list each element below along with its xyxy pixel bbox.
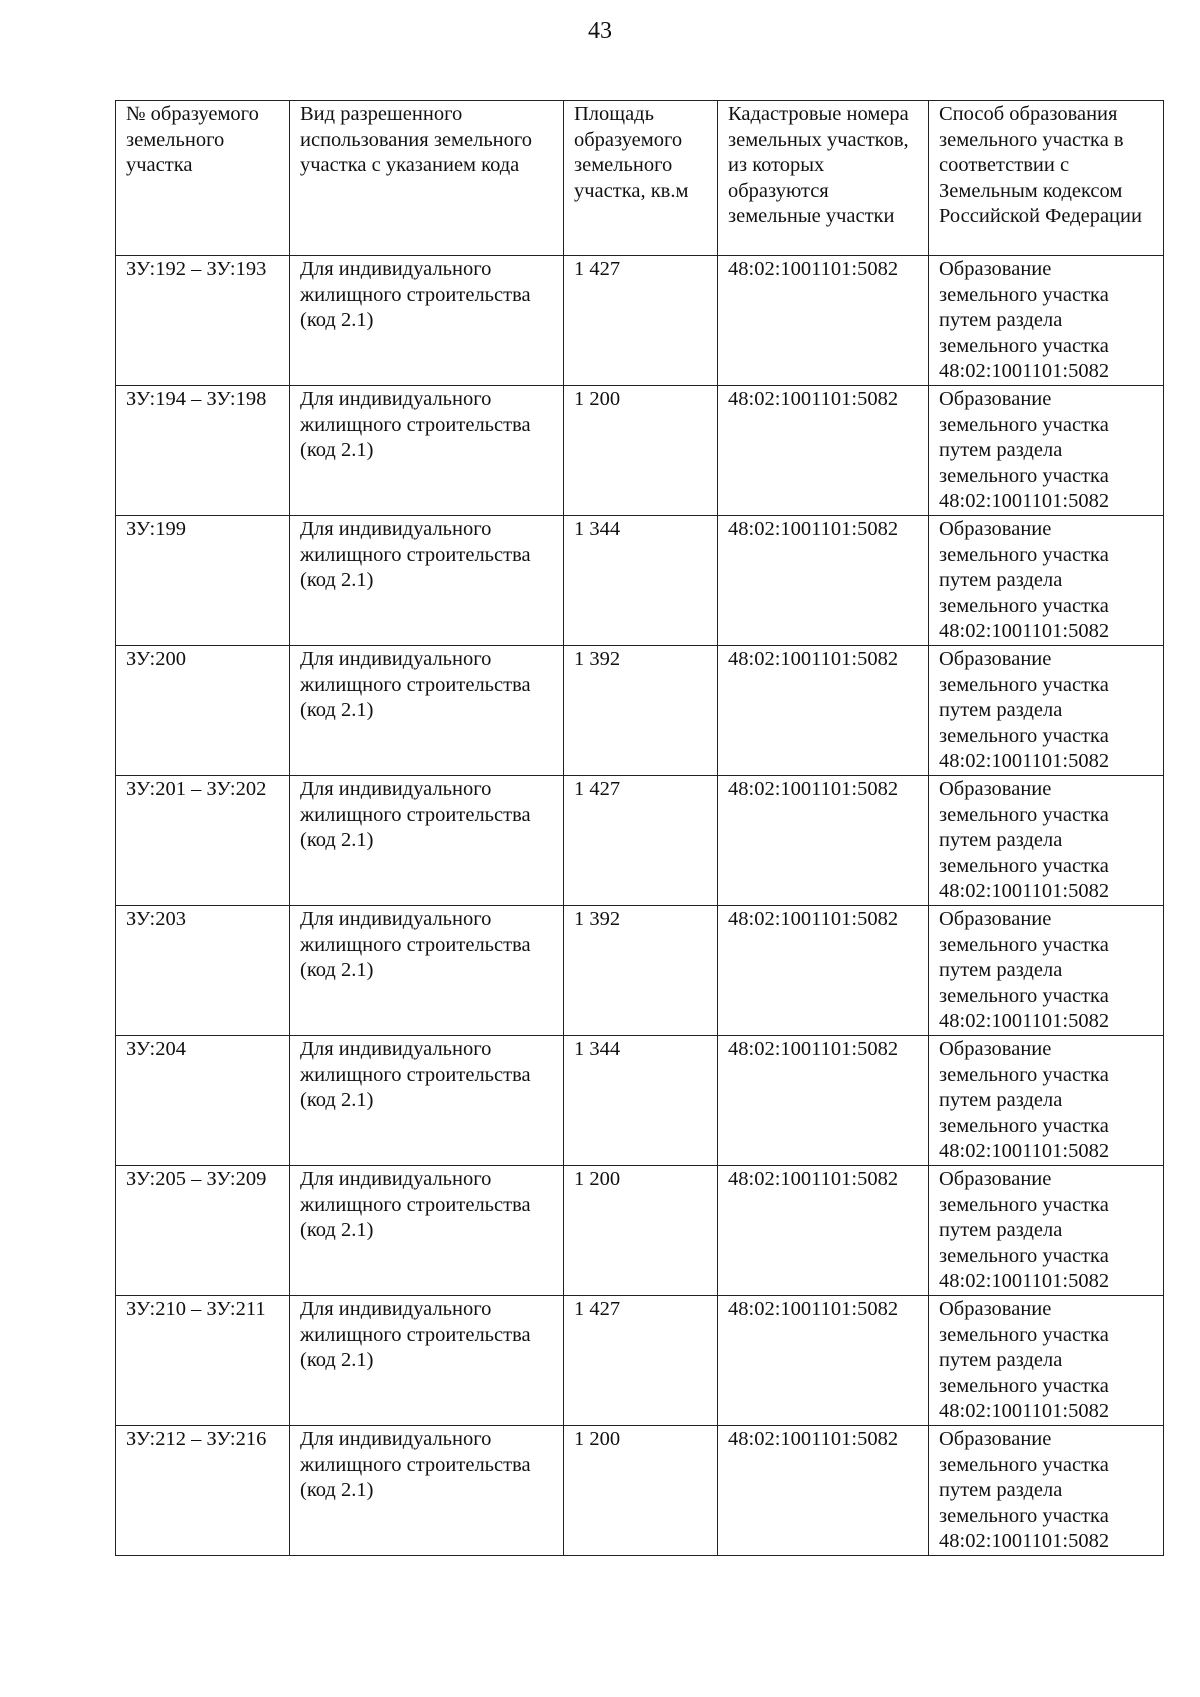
cell-cadastral-number: 48:02:1001101:5082 — [718, 1166, 929, 1296]
cell-area: 1 344 — [564, 1036, 718, 1166]
cell-formation-method: Образование земельного участка путем раздела земельного участка 48:02:1001101:5082 — [929, 1036, 1164, 1166]
cell-plot-number: ЗУ:192 – ЗУ:193 — [116, 256, 290, 386]
header-formation-method: Способ образования земельного участка в соответствии с Земельным кодексом Российской Федерации — [929, 101, 1164, 256]
cell-plot-number: ЗУ:203 — [116, 906, 290, 1036]
table-row — [116, 256, 1164, 386]
cell-permitted-use: Для индивидуального жилищного строительства (код 2.1) — [290, 776, 564, 906]
table-row — [116, 646, 1164, 776]
cell-cadastral-number: 48:02:1001101:5082 — [718, 776, 929, 906]
cell-area: 1 392 — [564, 906, 718, 1036]
page-number: 43 — [588, 18, 612, 44]
cell-plot-number: ЗУ:210 – ЗУ:211 — [116, 1296, 290, 1426]
cell-formation-method: Образование земельного участка путем раздела земельного участка 48:02:1001101:5082 — [929, 1296, 1164, 1426]
cell-area: 1 200 — [564, 1426, 718, 1556]
cell-plot-number: ЗУ:204 — [116, 1036, 290, 1166]
cell-permitted-use: Для индивидуального жилищного строительства (код 2.1) — [290, 256, 564, 386]
cell-cadastral-number: 48:02:1001101:5082 — [718, 516, 929, 646]
cell-permitted-use: Для индивидуального жилищного строительства (код 2.1) — [290, 1426, 564, 1556]
cell-plot-number: ЗУ:194 – ЗУ:198 — [116, 386, 290, 516]
cell-formation-method: Образование земельного участка путем раздела земельного участка 48:02:1001101:5082 — [929, 1426, 1164, 1556]
cell-cadastral-number: 48:02:1001101:5082 — [718, 1426, 929, 1556]
cell-cadastral-number: 48:02:1001101:5082 — [718, 1036, 929, 1166]
table-row — [116, 1166, 1164, 1296]
cell-plot-number: ЗУ:212 – ЗУ:216 — [116, 1426, 290, 1556]
table-row — [116, 776, 1164, 906]
cell-permitted-use: Для индивидуального жилищного строительства (код 2.1) — [290, 1166, 564, 1296]
cell-cadastral-number: 48:02:1001101:5082 — [718, 386, 929, 516]
cell-area: 1 427 — [564, 776, 718, 906]
cell-formation-method: Образование земельного участка путем раздела земельного участка 48:02:1001101:5082 — [929, 776, 1164, 906]
cell-formation-method: Образование земельного участка путем раздела земельного участка 48:02:1001101:5082 — [929, 1166, 1164, 1296]
cell-cadastral-number: 48:02:1001101:5082 — [718, 256, 929, 386]
cell-area: 1 392 — [564, 646, 718, 776]
cell-permitted-use: Для индивидуального жилищного строительства (код 2.1) — [290, 906, 564, 1036]
header-cadastral-numbers: Кадастровые номера земельных участков, из которых образуются земельные участки — [718, 101, 929, 256]
cell-plot-number: ЗУ:200 — [116, 646, 290, 776]
cell-permitted-use: Для индивидуального жилищного строительства (код 2.1) — [290, 516, 564, 646]
cell-formation-method: Образование земельного участка путем раздела земельного участка 48:02:1001101:5082 — [929, 646, 1164, 776]
cell-area: 1 427 — [564, 1296, 718, 1426]
cell-plot-number: ЗУ:199 — [116, 516, 290, 646]
table-header-row — [116, 101, 1164, 256]
cell-cadastral-number: 48:02:1001101:5082 — [718, 646, 929, 776]
cell-cadastral-number: 48:02:1001101:5082 — [718, 1296, 929, 1426]
cell-formation-method: Образование земельного участка путем раздела земельного участка 48:02:1001101:5082 — [929, 516, 1164, 646]
cell-permitted-use: Для индивидуального жилищного строительства (код 2.1) — [290, 646, 564, 776]
cell-cadastral-number: 48:02:1001101:5082 — [718, 906, 929, 1036]
cell-area: 1 200 — [564, 1166, 718, 1296]
table-row — [116, 386, 1164, 516]
table-row — [116, 1296, 1164, 1426]
cell-permitted-use: Для индивидуального жилищного строительства (код 2.1) — [290, 386, 564, 516]
cell-permitted-use: Для индивидуального жилищного строительства (код 2.1) — [290, 1296, 564, 1426]
cell-formation-method: Образование земельного участка путем раздела земельного участка 48:02:1001101:5082 — [929, 256, 1164, 386]
cell-area: 1 344 — [564, 516, 718, 646]
cell-area: 1 200 — [564, 386, 718, 516]
table-row — [116, 1426, 1164, 1556]
table-row — [116, 906, 1164, 1036]
cell-area: 1 427 — [564, 256, 718, 386]
cell-plot-number: ЗУ:205 – ЗУ:209 — [116, 1166, 290, 1296]
cell-formation-method: Образование земельного участка путем раздела земельного участка 48:02:1001101:5082 — [929, 906, 1164, 1036]
land-plots-table — [115, 100, 1164, 1556]
header-plot-number: № образуемого земельного участка — [116, 101, 290, 256]
cell-permitted-use: Для индивидуального жилищного строительства (код 2.1) — [290, 1036, 564, 1166]
cell-plot-number: ЗУ:201 – ЗУ:202 — [116, 776, 290, 906]
header-permitted-use: Вид разрешенного использования земельного участка с указанием кода — [290, 101, 564, 256]
table-row — [116, 516, 1164, 646]
header-area: Площадь образуемого земельного участка, кв.м — [564, 101, 718, 256]
cell-formation-method: Образование земельного участка путем раздела земельного участка 48:02:1001101:5082 — [929, 386, 1164, 516]
table-row — [116, 1036, 1164, 1166]
